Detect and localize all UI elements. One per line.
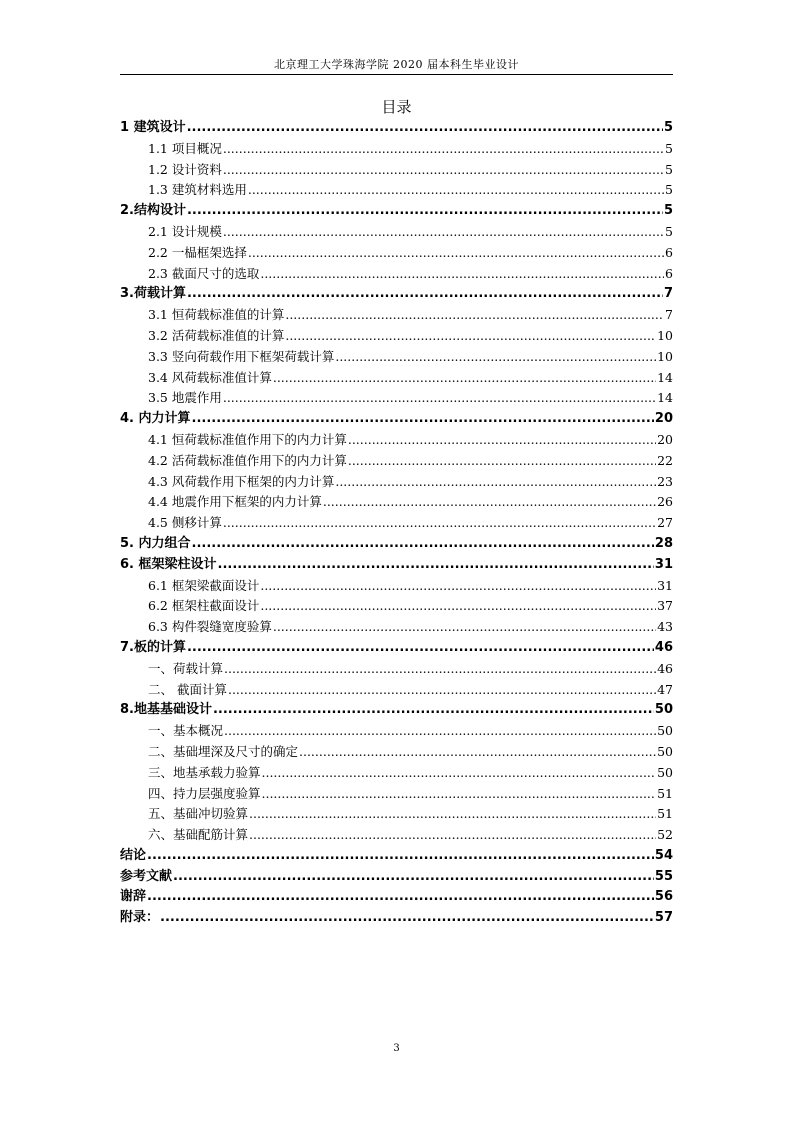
toc-entry-label: 8.地基基础设计 [120, 702, 212, 718]
toc-entry-page-number: 57 [654, 910, 673, 926]
toc-section-entry[interactable] [120, 742, 673, 763]
table-of-contents [120, 118, 673, 929]
toc-entry-label: 1.2 设计资料 [148, 161, 222, 177]
toc-entry-label: 6.3 构件裂缝宽度验算 [148, 619, 272, 635]
toc-entry-page-number: 54 [654, 847, 673, 863]
toc-entry-page-number: 5 [665, 182, 673, 198]
toc-entry-page-number: 31 [654, 556, 673, 572]
toc-entry-page-number: 31 [657, 577, 673, 593]
toc-entry-page-number: 23 [657, 473, 673, 489]
toc-entry-label: 1.3 建筑材料选用 [148, 182, 247, 198]
toc-entry-page-number: 5 [663, 203, 673, 219]
toc-chapter-entry[interactable] [120, 846, 673, 867]
toc-chapter-entry[interactable] [120, 534, 673, 555]
toc-section-entry[interactable] [120, 617, 673, 638]
toc-dot-leader [192, 409, 654, 430]
toc-section-entry[interactable] [120, 576, 673, 597]
toc-entry-page-number: 37 [657, 598, 673, 614]
page-number: 3 [393, 1043, 400, 1054]
toc-section-entry[interactable] [120, 326, 673, 347]
toc-entry-page-number: 5 [665, 161, 673, 177]
toc-dot-leader [160, 908, 654, 929]
toc-entry-page-number: 55 [654, 868, 673, 884]
toc-entry-page-number: 5 [665, 140, 673, 156]
toc-entry-page-number: 10 [657, 348, 673, 364]
toc-entry-label: 一、基本概况 [148, 723, 224, 739]
toc-entry-label: 六、基础配筋计算 [148, 827, 249, 843]
toc-entry-label: 6.2 框架柱截面设计 [148, 598, 260, 614]
toc-section-entry[interactable] [120, 180, 673, 201]
toc-dot-leader [187, 201, 663, 222]
toc-dot-leader [192, 534, 654, 555]
toc-section-entry[interactable] [120, 680, 673, 701]
toc-title: 目录 [381, 98, 412, 116]
toc-entry-label: 6. 框架梁柱设计 [120, 556, 217, 572]
toc-entry-label: 4.1 恒荷载标准值作用下的内力计算 [148, 431, 347, 447]
toc-dot-leader [248, 180, 664, 201]
toc-dot-leader [223, 160, 664, 181]
toc-entry-page-number: 7 [665, 307, 673, 323]
toc-entry-label: 1 建筑设计 [120, 120, 186, 135]
toc-entry-page-number: 5 [665, 223, 673, 239]
toc-section-entry[interactable] [120, 763, 673, 784]
toc-dot-leader [348, 451, 656, 472]
toc-entry-page-number: 20 [657, 431, 673, 447]
toc-entry-label: 四、持力层强度验算 [148, 785, 261, 801]
toc-entry-label: 2.1 设计规模 [148, 223, 222, 239]
toc-dot-leader [285, 326, 656, 347]
toc-entry-label: 2.2 一榀框架选择 [148, 244, 247, 260]
toc-dot-leader [223, 388, 656, 409]
toc-entry-label: 3.荷载计算 [120, 286, 186, 302]
toc-entry-page-number: 26 [657, 494, 673, 510]
toc-entry-page-number: 46 [654, 639, 673, 655]
toc-entry-page-number: 50 [654, 702, 673, 718]
toc-dot-leader [249, 825, 656, 846]
toc-dot-leader [213, 700, 654, 721]
toc-section-entry[interactable] [120, 825, 673, 846]
toc-entry-page-number: 56 [654, 889, 673, 905]
toc-entry-page-number: 51 [657, 785, 673, 801]
toc-dot-leader [228, 680, 656, 701]
toc-dot-leader [273, 617, 656, 638]
toc-section-entry[interactable] [120, 430, 673, 451]
toc-section-entry[interactable] [120, 160, 673, 181]
toc-section-entry[interactable] [120, 222, 673, 243]
toc-dot-leader [187, 118, 663, 139]
toc-entry-label: 一、荷载计算 [148, 660, 224, 676]
toc-dot-leader [323, 492, 656, 513]
toc-entry-label: 3.2 活荷载标准值的计算 [148, 327, 285, 343]
toc-dot-leader [335, 347, 656, 368]
toc-dot-leader [224, 659, 656, 680]
toc-dot-leader [262, 784, 657, 805]
toc-dot-leader [273, 368, 656, 389]
toc-dot-leader [285, 305, 664, 326]
toc-entry-label: 5. 内力组合 [120, 535, 191, 551]
toc-chapter-entry[interactable] [120, 908, 673, 929]
toc-entry-label: 结论 [120, 847, 147, 863]
toc-entry-label: 4.4 地震作用下框架的内力计算 [148, 494, 322, 510]
toc-section-entry[interactable] [120, 347, 673, 368]
toc-entry-label: 7.板的计算 [120, 639, 186, 655]
toc-entry-page-number: 28 [654, 535, 673, 551]
toc-chapter-entry[interactable] [120, 118, 673, 139]
toc-chapter-entry[interactable] [120, 887, 673, 908]
toc-dot-leader [187, 638, 654, 659]
toc-dot-leader [223, 222, 664, 243]
toc-entry-label: 五、基础冲切验算 [148, 806, 249, 822]
toc-dot-leader [260, 576, 656, 597]
toc-entry-label: 4. 内力计算 [120, 411, 191, 427]
toc-dot-leader [223, 513, 656, 534]
toc-dot-leader [224, 721, 656, 742]
toc-dot-leader [262, 763, 657, 784]
toc-section-entry[interactable] [120, 243, 673, 264]
toc-section-entry[interactable] [120, 596, 673, 617]
toc-entry-page-number: 5 [663, 120, 673, 135]
toc-section-entry[interactable] [120, 139, 673, 160]
toc-entry-label: 二、基础埋深及尺寸的确定 [148, 743, 299, 759]
toc-chapter-entry[interactable] [120, 201, 673, 222]
toc-entry-page-number: 52 [657, 827, 673, 843]
toc-dot-leader [348, 430, 656, 451]
toc-entry-label: 4.5 侧移计算 [148, 515, 222, 531]
toc-entry-label: 附录： [120, 910, 160, 926]
toc-section-entry[interactable] [120, 513, 673, 534]
toc-entry-page-number: 7 [663, 286, 673, 302]
toc-entry-label: 2.结构设计 [120, 203, 186, 219]
toc-chapter-entry[interactable] [120, 700, 673, 721]
toc-section-entry[interactable] [120, 804, 673, 825]
toc-section-entry[interactable] [120, 721, 673, 742]
toc-section-entry[interactable] [120, 368, 673, 389]
toc-entry-label: 二、 截面计算 [148, 681, 227, 697]
toc-entry-page-number: 20 [654, 411, 673, 427]
toc-entry-page-number: 50 [657, 743, 673, 759]
toc-dot-leader [248, 243, 664, 264]
toc-section-entry[interactable] [120, 305, 673, 326]
toc-chapter-entry[interactable] [120, 638, 673, 659]
header-divider [120, 74, 673, 75]
toc-entry-label: 4.2 活荷载标准值作用下的内力计算 [148, 452, 347, 468]
toc-entry-page-number: 6 [665, 244, 673, 260]
toc-dot-leader [249, 804, 656, 825]
toc-chapter-entry[interactable] [120, 409, 673, 430]
toc-chapter-entry[interactable] [120, 555, 673, 576]
toc-entry-label: 6.1 框架梁截面设计 [148, 577, 260, 593]
toc-dot-leader [147, 846, 654, 867]
toc-dot-leader [147, 887, 654, 908]
toc-entry-page-number: 27 [657, 515, 673, 531]
toc-entry-label: 4.3 风荷载作用下框架的内力计算 [148, 473, 335, 489]
toc-entry-page-number: 6 [665, 265, 673, 281]
toc-dot-leader [187, 284, 663, 305]
toc-chapter-entry[interactable] [120, 284, 673, 305]
toc-entry-label: 2.3 截面尺寸的选取 [148, 265, 260, 281]
toc-entry-label: 三、地基承载力验算 [148, 764, 261, 780]
toc-section-entry[interactable] [120, 492, 673, 513]
toc-dot-leader [223, 139, 664, 160]
toc-entry-label: 3.5 地震作用 [148, 390, 222, 406]
toc-dot-leader [260, 596, 656, 617]
toc-entry-label: 3.3 竖向荷载作用下框架荷载计算 [148, 348, 335, 364]
toc-entry-page-number: 50 [657, 764, 673, 780]
toc-section-entry[interactable] [120, 659, 673, 680]
toc-entry-label: 3.1 恒荷载标准值的计算 [148, 307, 285, 323]
toc-section-entry[interactable] [120, 388, 673, 409]
toc-dot-leader [335, 472, 656, 493]
toc-dot-leader [260, 264, 664, 285]
toc-entry-page-number: 14 [657, 369, 673, 385]
toc-dot-leader [173, 867, 654, 888]
toc-section-entry[interactable] [120, 784, 673, 805]
toc-entry-page-number: 46 [657, 660, 673, 676]
toc-section-entry[interactable] [120, 264, 673, 285]
toc-entry-label: 3.4 风荷载标准值计算 [148, 369, 272, 385]
toc-entry-page-number: 51 [657, 806, 673, 822]
toc-entry-page-number: 10 [657, 327, 673, 343]
toc-entry-page-number: 43 [657, 619, 673, 635]
toc-dot-leader [218, 555, 654, 576]
toc-section-entry[interactable] [120, 451, 673, 472]
toc-entry-page-number: 47 [657, 681, 673, 697]
page-header: 北京理工大学珠海学院 2020 届本科生毕业设计 [274, 58, 519, 71]
toc-entry-label: 参考文献 [120, 868, 173, 884]
toc-entry-page-number: 22 [657, 452, 673, 468]
toc-entry-page-number: 14 [657, 390, 673, 406]
toc-entry-label: 1.1 项目概况 [148, 140, 222, 156]
toc-entry-page-number: 50 [657, 723, 673, 739]
toc-entry-label: 谢辞 [120, 889, 147, 905]
toc-section-entry[interactable] [120, 472, 673, 493]
toc-dot-leader [299, 742, 656, 763]
toc-chapter-entry[interactable] [120, 867, 673, 888]
